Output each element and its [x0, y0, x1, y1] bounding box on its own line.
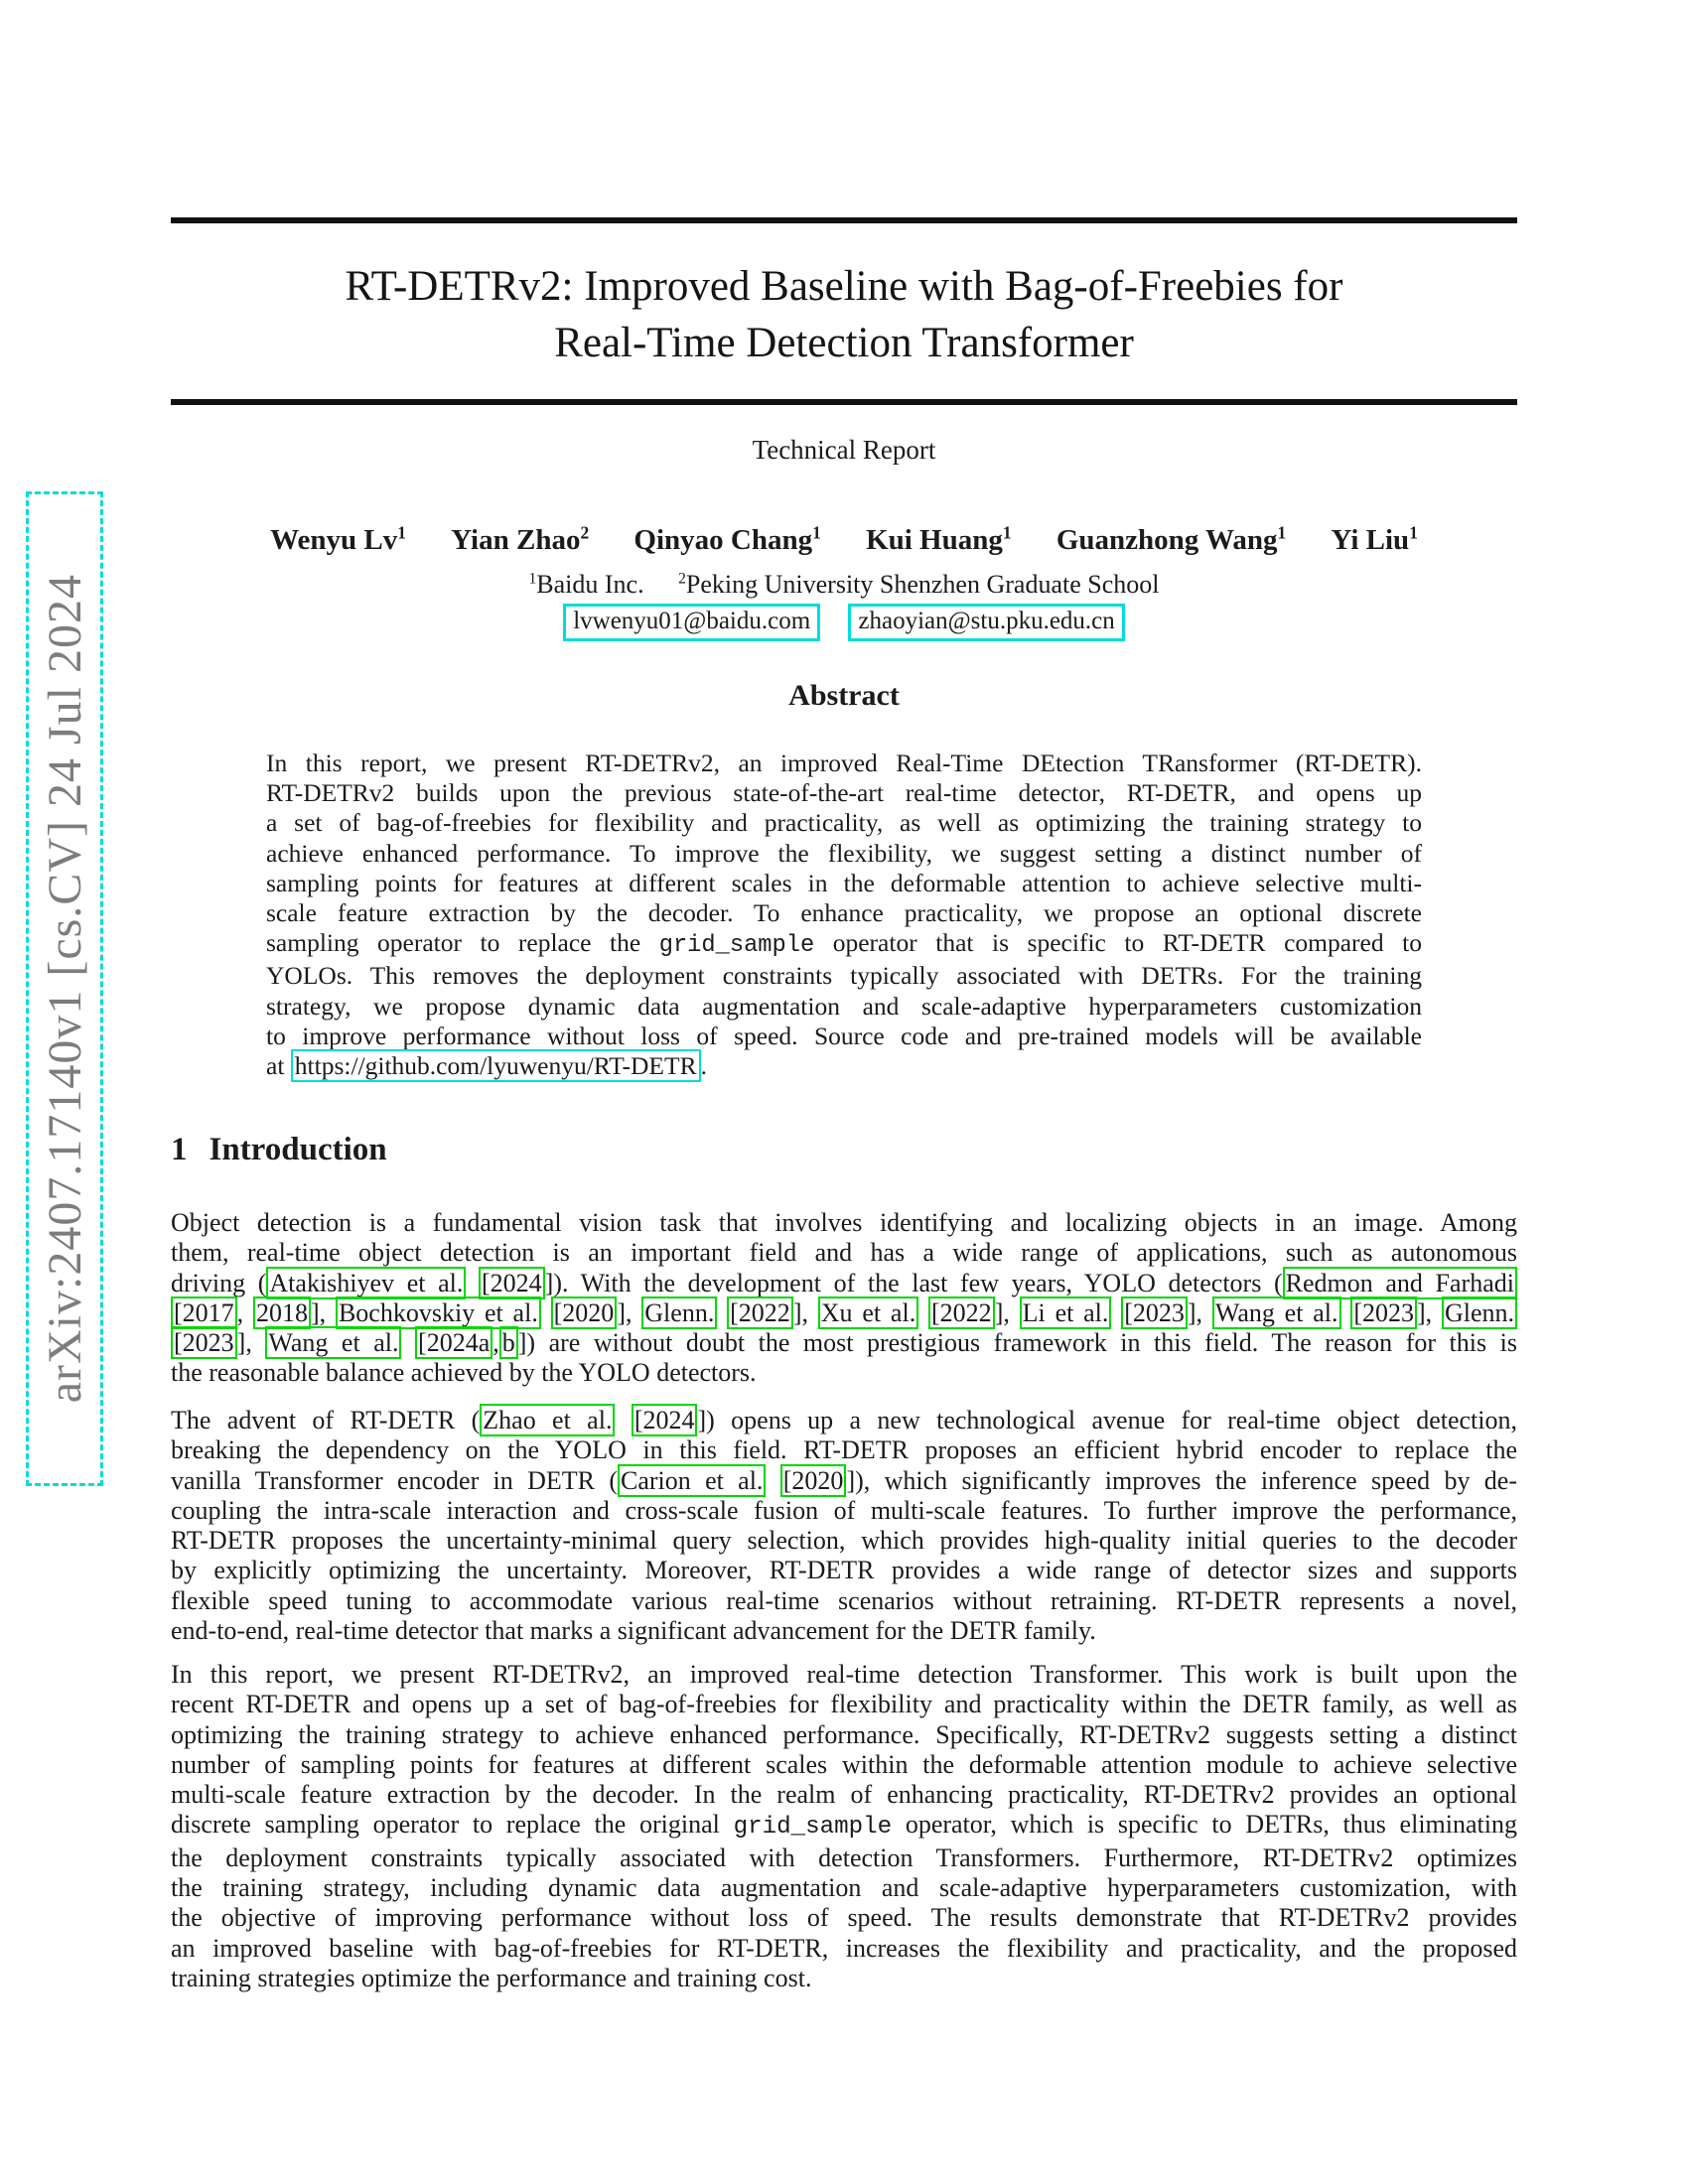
text-run: , — [236, 1297, 253, 1327]
author-affil-mark: 1 — [1002, 522, 1012, 543]
text-run: The advent of RT-DETR ( — [171, 1406, 481, 1434]
text-run — [717, 1298, 727, 1327]
citation-link[interactable]: Carion et al. — [618, 1464, 766, 1497]
citation-link[interactable]: Redmon and Farhadi — [1283, 1267, 1517, 1299]
text-run: ]), which significantly improves the inference speed by de- — [846, 1465, 1517, 1495]
affiliation-name: Peking University Shenzhen Graduate School — [685, 570, 1160, 599]
citation-link[interactable]: [2024a — [415, 1326, 492, 1359]
text-line: Object detection is a fundamental vision task that involves identifying and localizing objects in an image. Among — [171, 1208, 1517, 1237]
affiliation-mark: 2 — [678, 570, 686, 588]
url-link[interactable]: https://github.com/lyuwenyu/RT-DETR — [291, 1049, 701, 1082]
affiliation — [529, 570, 644, 599]
affiliation — [678, 570, 1159, 599]
citation-link[interactable]: [2017 — [171, 1297, 237, 1329]
text-run — [1111, 1298, 1121, 1327]
text-line: In this report, we present RT-DETRv2, an improved real-time detection Transformer. This work is built upon the — [171, 1660, 1517, 1689]
text-run — [1341, 1298, 1351, 1327]
author — [866, 524, 1012, 556]
abstract-heading: Abstract — [788, 679, 900, 712]
text-run: ], — [236, 1328, 266, 1358]
citation-link[interactable]: [2022 — [727, 1297, 793, 1329]
text-run: ]) opens up a new technological avenue for real-time object detection, — [697, 1406, 1518, 1434]
text-run — [541, 1298, 551, 1327]
citation-link[interactable]: [2020 — [551, 1297, 618, 1329]
citation-link[interactable]: Zhao et al. — [480, 1404, 615, 1436]
text-line — [171, 1298, 1517, 1328]
text-run: vanilla Transformer encoder in DETR ( — [171, 1465, 618, 1495]
text-line: scale feature extraction by the decoder. To enhance practicality, we propose an optional discrete — [266, 898, 1422, 928]
text-line: end-to-end, real-time detector that marks a significant advancement for the DETR family. — [171, 1616, 1096, 1646]
text-line: breaking the dependency on the YOLO in this field. RT-DETR proposes an efficient hybrid encoder to replace the — [171, 1435, 1517, 1465]
text-line: to improve performance without loss of speed. Source code and pre-trained models will be available — [266, 1021, 1422, 1050]
text-line — [171, 1328, 1517, 1358]
text-run: . — [700, 1051, 707, 1081]
email-link[interactable]: lvwenyu01@baidu.com — [563, 604, 820, 641]
code-inline: grid_sample — [733, 1814, 893, 1842]
citation-link[interactable]: Glenn. — [1442, 1297, 1517, 1329]
citation-link[interactable]: [2023 — [1350, 1297, 1417, 1329]
email-link[interactable]: zhaoyian@stu.pku.edu.cn — [848, 604, 1124, 641]
text-line: a set of bag-of-freebies for flexibility and practicality, as well as optimizing the training strategy to — [266, 808, 1422, 838]
text-run — [918, 1298, 928, 1327]
citation-link[interactable]: 2018 — [253, 1297, 311, 1329]
text-line: flexible speed tuning to accommodate various real-time scenarios without retraining. RT-DETR represents a novel, — [171, 1585, 1517, 1615]
text-run: ], — [792, 1297, 818, 1327]
text-line: them, real-time object detection is an important field and has a wide range of applications, such as autonomous — [171, 1238, 1517, 1268]
text-run: discrete sampling operator to replace the original — [171, 1810, 734, 1840]
text-line — [171, 1269, 1517, 1298]
author-name: Kui Huang — [866, 524, 1003, 556]
text-run: ]). With the development of the last few years, YOLO detectors ( — [544, 1268, 1283, 1297]
text-line: by explicitly optimizing the uncertainty. Moreover, RT-DETR provides a wide range of detector sizes and supports — [171, 1556, 1517, 1585]
affiliation-mark: 1 — [528, 570, 537, 588]
paper-title-line2: Real-Time Detection Transformer — [554, 320, 1134, 366]
intro-paragraph-1 — [171, 1208, 1517, 1389]
text-line: optimizing the training strategy to achieve enhanced performance. Specifically, RT-DETRv2 suggests setting a distinct — [171, 1719, 1517, 1749]
paper-title — [171, 258, 1517, 371]
text-run — [766, 1466, 779, 1495]
abstract-body — [266, 749, 1422, 1081]
intro-paragraph-3 — [171, 1660, 1517, 1993]
citation-link[interactable]: Li et al. — [1020, 1297, 1112, 1329]
author-name: Wenyu Lv — [270, 524, 398, 556]
author-row — [121, 524, 1567, 557]
text-line: sampling points for features at different scales in the deformable attention to achieve selective multi- — [266, 868, 1422, 897]
text-line — [171, 1466, 1517, 1496]
citation-link[interactable]: [2023 — [1121, 1297, 1188, 1329]
text-line: the training strategy, including dynamic data augmentation and scale-adaptive hyperparameters customization, with — [171, 1873, 1517, 1903]
text-line: recent RT-DETR and opens up a set of bag-of-freebies for flexibility and practicality within the DETR family, as well as — [171, 1690, 1517, 1719]
author-affil-mark: 2 — [580, 522, 590, 543]
text-run: sampling operator to replace the — [266, 928, 659, 958]
citation-link[interactable]: [2023 — [171, 1326, 237, 1359]
title-rule-bottom — [171, 399, 1517, 405]
text-run: ]) are without doubt the most prestigious framework in this field. The reason for this is — [517, 1328, 1517, 1358]
text-run — [401, 1328, 415, 1357]
text-line: In this report, we present RT-DETRv2, an improved Real-Time DEtection TRansformer (RT-DETR). — [266, 749, 1422, 777]
text-line: YOLOs. This removes the deployment constraints typically associated with DETRs. For the training — [266, 961, 1422, 991]
citation-link[interactable]: Atakishiyev et al. — [266, 1267, 466, 1299]
text-line: the deployment constraints typically associated with detection Transformers. Furthermore, RT-DETRv2 optimizes — [171, 1843, 1517, 1872]
author-name: Guanzhong Wang — [1055, 524, 1278, 556]
text-run: ], — [1416, 1297, 1442, 1327]
author-name: Yi Liu — [1331, 524, 1410, 556]
author-name: Qinyao Chang — [633, 524, 813, 556]
text-line: training strategies optimize the performance and training cost. — [171, 1963, 812, 1992]
text-line — [266, 1051, 1422, 1081]
text-line: number of sampling points for features at different scales within the deformable attention module to achieve selective — [171, 1749, 1517, 1779]
text-line — [171, 1810, 1517, 1843]
author — [270, 524, 406, 556]
affiliation-name: Baidu Inc. — [536, 570, 644, 599]
author — [1331, 524, 1417, 556]
text-run: operator that is specific to RT-DETR compared to — [814, 928, 1422, 958]
citation-link[interactable]: b — [499, 1326, 518, 1359]
title-rule-top — [171, 217, 1517, 223]
text-run: at — [266, 1051, 291, 1081]
text-line: coupling the intra-scale interaction and cross-scale fusion of multi-scale features. To further improve the performance, — [171, 1495, 1517, 1525]
report-type-label: Technical Report — [752, 435, 936, 465]
text-run: , — [492, 1328, 499, 1358]
intro-paragraph-2 — [171, 1406, 1517, 1646]
author-affil-mark: 1 — [1409, 522, 1418, 543]
text-run: operator, which is specific to DETRs, thus eliminating — [892, 1810, 1517, 1840]
text-run: ], — [310, 1297, 336, 1327]
author-affil-mark: 1 — [812, 522, 821, 543]
text-line: achieve enhanced performance. To improve the flexibility, we suggest setting a distinct number of — [266, 838, 1422, 868]
text-line: the reasonable balance achieved by the YOLO detectors. — [171, 1358, 757, 1388]
citation-link[interactable]: Wang et al. — [1212, 1297, 1341, 1329]
text-line: the objective of improving performance without loss of speed. The results demonstrate that RT-DETRv2 provides — [171, 1903, 1517, 1933]
citation-link[interactable]: Glenn. — [641, 1297, 717, 1329]
citation-link[interactable]: Bochkovskiy et al. — [336, 1297, 541, 1329]
text-run — [615, 1406, 631, 1434]
arxiv-stamp — [26, 491, 103, 1486]
citation-link[interactable]: Wang et al. — [265, 1326, 401, 1359]
author — [451, 524, 589, 556]
paper-title-line1: RT-DETRv2: Improved Baseline with Bag-of-Freebies for — [345, 263, 1343, 310]
text-line: strategy, we propose dynamic data augmentation and scale-adaptive hyperparameters customization — [266, 991, 1422, 1021]
author — [1056, 524, 1286, 556]
text-run: ], — [994, 1297, 1020, 1327]
citation-link[interactable]: Xu et al. — [818, 1297, 918, 1329]
text-line — [266, 928, 1422, 961]
email-row — [171, 604, 1517, 641]
author-name: Yian Zhao — [451, 524, 581, 556]
citation-link[interactable]: [2024 — [632, 1404, 698, 1436]
author-affil-mark: 1 — [397, 522, 406, 543]
section-heading-introduction — [171, 1132, 387, 1168]
section-title: Introduction — [209, 1132, 387, 1167]
arxiv-stamp-link[interactable]: arXiv:2407.17140v1 [cs.CV] 24 Jul 2024 — [38, 574, 91, 1404]
text-line: RT-DETRv2 builds upon the previous state-of-the-art real-time detector, RT-DETR, and opens up — [266, 778, 1422, 808]
text-run: ], — [1187, 1297, 1212, 1327]
code-inline: grid_sample — [658, 932, 815, 960]
citation-link[interactable]: [2020 — [780, 1464, 847, 1497]
citation-link[interactable]: [2024 — [479, 1267, 545, 1299]
text-line: multi-scale feature extraction by the decoder. In the realm of enhancing practicality, RT-DETRv2 provides an optional — [171, 1780, 1517, 1810]
text-line: an improved baseline with bag-of-freebies for RT-DETR, increases the flexibility and practicality, and the proposed — [171, 1933, 1517, 1963]
text-line — [171, 1406, 1517, 1435]
section-number: 1 — [171, 1132, 188, 1167]
text-run: ], — [617, 1297, 642, 1327]
text-run — [466, 1269, 479, 1297]
affiliation-row — [171, 570, 1517, 600]
text-run: driving ( — [171, 1268, 267, 1297]
text-line: RT-DETR proposes the uncertainty-minimal query selection, which provides high-quality initial queries to the decoder — [171, 1526, 1517, 1556]
author — [633, 524, 820, 556]
author-affil-mark: 1 — [1277, 522, 1287, 543]
citation-link[interactable]: [2022 — [928, 1297, 995, 1329]
